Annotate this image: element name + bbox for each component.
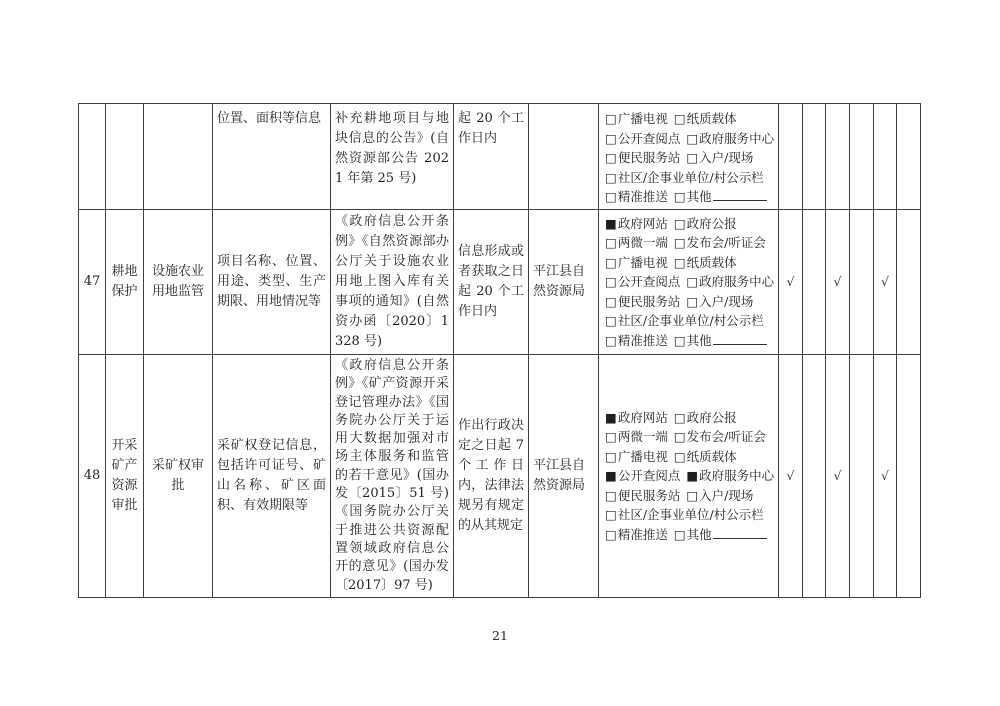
channel-option-label: 其他: [686, 332, 712, 348]
channel-option: [605, 410, 668, 425]
cell-time-limit: 信息形成或者获取之日起 20 个工作日内: [454, 210, 529, 355]
channel-option: [686, 488, 753, 503]
cell-item: 设施农业用地监管: [144, 210, 213, 355]
page-number: 21: [492, 628, 508, 643]
channel-line: [605, 427, 775, 447]
cell-check-1: [779, 104, 803, 210]
disclosure-table: [78, 103, 921, 598]
channel-option-label: 政府网站: [617, 409, 668, 425]
cell-channels: [599, 355, 779, 598]
blank-line: [713, 188, 767, 201]
channel-line: [605, 168, 775, 188]
checkbox-unchecked-icon: □: [605, 313, 617, 329]
cell-check-5: √: [874, 210, 897, 355]
cell-responsible-organ: [529, 104, 599, 210]
channel-option-label: 两微一端: [617, 429, 668, 445]
table-row-47: [79, 210, 921, 355]
channel-line: [605, 253, 775, 273]
channel-option: [674, 189, 767, 204]
channel-option-label: 公开查阅点: [617, 130, 681, 146]
channel-line: [605, 187, 775, 207]
checkbox-unchecked-icon: □: [673, 235, 686, 251]
channel-line: [605, 233, 775, 253]
channel-option: [605, 429, 668, 444]
channel-option: [605, 333, 668, 348]
checkbox-unchecked-icon: □: [605, 254, 617, 270]
cell-responsible-organ: 平江县自然资源局: [529, 210, 599, 355]
channel-option: [686, 274, 774, 289]
cell-content: 项目名称、位置、用途、类型、生产期限、用地情况等: [213, 210, 331, 355]
channel-option-label: 精准推送: [617, 526, 668, 542]
channel-option: [674, 333, 767, 348]
cell-category: [106, 104, 144, 210]
cell-time-limit: 作出行政决定之日起 7 个工作日内，法律法规另有规定的从其规定: [454, 355, 529, 598]
checkbox-unchecked-icon: □: [605, 189, 617, 204]
channel-option-label: 社区/企事业单位/村公示栏: [617, 507, 764, 523]
cell-check-6: [897, 210, 921, 355]
channel-option-label: 入户/现场: [699, 487, 754, 503]
blank-line: [713, 332, 767, 345]
channel-option: [605, 294, 680, 309]
checkbox-unchecked-icon: □: [605, 111, 617, 126]
channel-option: [674, 255, 737, 270]
channel-option: [686, 294, 753, 309]
cell-legal-basis: 《政府信息公开条例》《矿产资源开采登记管理办法》《国务院办公厅关于运用大数据加强对市场主体服务和监管的若干意见》(国办发〔2015〕51 号)《国务院办公厅关于推进公共资源配置领域政府信息公开的意见》(国办发〔2017〕97 号): [331, 355, 454, 598]
channel-option-label: 社区/企事业单位/村公示栏: [617, 169, 764, 185]
checkbox-unchecked-icon: □: [605, 169, 617, 185]
channel-option: [605, 170, 764, 185]
cell-category: 耕地保护: [106, 210, 144, 355]
channel-option-label: 政府服务中心: [699, 274, 775, 290]
channel-option-label: 两微一端: [617, 235, 668, 251]
channel-option: [605, 488, 680, 503]
channel-option: [686, 150, 753, 165]
cell-check-4: [850, 210, 874, 355]
channel-option-label: 纸质载体: [686, 254, 737, 270]
channel-line: [605, 447, 775, 467]
checkbox-unchecked-icon: □: [673, 215, 686, 231]
cell-responsible-organ: 平江县自然资源局: [529, 355, 599, 598]
channel-option: [605, 216, 668, 231]
channel-option: [605, 111, 668, 126]
channel-option-label: 入户/现场: [699, 293, 754, 309]
checkbox-unchecked-icon: □: [605, 526, 617, 542]
cell-content: 采矿权登记信息，包括许可证号、矿山名称、矿区面积、有效期限等: [213, 355, 331, 598]
checkbox-checked-icon: ■: [605, 409, 617, 425]
channel-option-label: 发布会/听证会: [686, 235, 766, 251]
cell-check-3: √: [826, 355, 850, 598]
channel-option: [674, 410, 737, 425]
checkbox-unchecked-icon: □: [605, 448, 617, 464]
channel-option-label: 广播电视: [617, 448, 668, 464]
channel-line: [605, 486, 775, 506]
cell-check-4: [850, 104, 874, 210]
checkbox-unchecked-icon: □: [605, 332, 617, 348]
channel-option-label: 便民服务站: [617, 150, 681, 165]
checkbox-unchecked-icon: □: [605, 293, 617, 309]
channel-option: [605, 189, 668, 204]
channel-line: [605, 292, 775, 312]
cell-check-1: √: [779, 355, 803, 598]
checkbox-unchecked-icon: □: [673, 111, 686, 126]
channel-option-label: 纸质载体: [686, 448, 737, 464]
cell-check-5: [874, 104, 897, 210]
cell-check-4: [850, 355, 874, 598]
channel-line: [605, 148, 775, 168]
channel-option-label: 入户/现场: [699, 150, 754, 165]
cell-time-limit: 起 20 个工作日内: [454, 104, 529, 210]
checkbox-unchecked-icon: □: [673, 526, 686, 542]
channel-option: [605, 527, 668, 542]
channel-line: [605, 214, 775, 234]
channel-option-label: 便民服务站: [617, 487, 681, 503]
channel-option: [674, 111, 737, 126]
channel-option: [605, 150, 680, 165]
channel-option-label: 社区/企事业单位/村公示栏: [617, 313, 764, 329]
checkbox-unchecked-icon: □: [605, 130, 617, 146]
cell-channels: [599, 210, 779, 355]
channel-option: [674, 216, 737, 231]
checkbox-unchecked-icon: □: [673, 254, 686, 270]
channel-option-label: 精准推送: [617, 332, 668, 348]
channel-option: [605, 468, 680, 483]
channel-option: [605, 313, 764, 328]
cell-item: 采矿权审批: [144, 355, 213, 598]
channel-option: [605, 274, 680, 289]
cell-legal-basis: 补充耕地项目与地块信息的公告》(自然资源部公告 2021 年第 25 号): [331, 104, 454, 210]
channel-option-label: 广播电视: [617, 111, 668, 126]
cell-check-1: √: [779, 210, 803, 355]
channel-line: [605, 331, 775, 351]
checkbox-checked-icon: ■: [686, 468, 699, 484]
channel-option: [605, 507, 764, 522]
cell-check-6: [897, 104, 921, 210]
checkbox-unchecked-icon: □: [686, 150, 699, 165]
cell-check-2: [803, 210, 826, 355]
channel-option: [605, 235, 668, 250]
cell-check-6: [897, 355, 921, 598]
channel-option-label: 政府服务中心: [699, 130, 775, 146]
checkbox-unchecked-icon: □: [686, 293, 699, 309]
channel-option-label: 政府网站: [617, 215, 668, 231]
channel-option-label: 其他: [686, 526, 712, 542]
checkbox-unchecked-icon: □: [673, 189, 686, 204]
channel-option: [674, 429, 766, 444]
channel-option-label: 纸质载体: [686, 111, 737, 126]
channel-option-label: 政府公报: [686, 409, 737, 425]
cell-seq: 48: [79, 355, 106, 598]
checkbox-unchecked-icon: □: [605, 150, 617, 165]
cell-seq: 47: [79, 210, 106, 355]
checkbox-unchecked-icon: □: [673, 409, 686, 425]
cell-check-2: [803, 355, 826, 598]
checkbox-unchecked-icon: □: [605, 274, 617, 290]
checkbox-unchecked-icon: □: [605, 507, 617, 523]
channel-line: [605, 505, 775, 525]
cell-check-5: √: [874, 355, 897, 598]
checkbox-unchecked-icon: □: [605, 235, 617, 251]
checkbox-unchecked-icon: □: [673, 332, 686, 348]
table-row-48: [79, 355, 921, 598]
channel-option-label: 精准推送: [617, 189, 668, 204]
channel-line: [605, 525, 775, 545]
cell-legal-basis: 《政府信息公开条例》《自然资源部办公厅关于设施农业用地上图入库有关事项的通知》(自然资办函〔2020〕1328 号): [331, 210, 454, 355]
checkbox-unchecked-icon: □: [673, 448, 686, 464]
channel-line: [605, 311, 775, 331]
channel-option: [605, 255, 668, 270]
checkbox-unchecked-icon: □: [686, 487, 699, 503]
cell-item: [144, 104, 213, 210]
cell-content: 位置、面积等信息: [213, 104, 331, 210]
channel-option: [686, 468, 774, 483]
cell-check-3: √: [826, 210, 850, 355]
channel-option-label: 政府公报: [686, 215, 737, 231]
cell-check-2: [803, 104, 826, 210]
checkbox-unchecked-icon: □: [605, 487, 617, 503]
table-row-continuation: [79, 104, 921, 210]
channel-option-label: 发布会/听证会: [686, 429, 766, 445]
channel-option: [674, 235, 766, 250]
channel-option: [605, 449, 668, 464]
channel-line: [605, 272, 775, 292]
checkbox-unchecked-icon: □: [605, 429, 617, 445]
channel-option-label: 公开查阅点: [617, 274, 681, 290]
checkbox-checked-icon: ■: [605, 468, 617, 484]
cell-check-3: [826, 104, 850, 210]
channel-line: [605, 466, 775, 486]
cell-channels: [599, 104, 779, 210]
channel-line: [605, 408, 775, 428]
channel-option: [686, 131, 774, 146]
checkbox-unchecked-icon: □: [686, 274, 699, 290]
channel-option: [674, 527, 767, 542]
channel-option-label: 政府服务中心: [699, 468, 775, 484]
channel-option-label: 公开查阅点: [617, 468, 681, 484]
channel-option: [674, 449, 737, 464]
checkbox-unchecked-icon: □: [686, 130, 699, 146]
cell-seq: [79, 104, 106, 210]
cell-category: 开采矿产资源审批: [106, 355, 144, 598]
channel-line: [605, 109, 775, 129]
channel-option-label: 其他: [686, 189, 712, 204]
channel-option-label: 便民服务站: [617, 293, 681, 309]
channel-option: [605, 131, 680, 146]
checkbox-unchecked-icon: □: [673, 429, 686, 445]
channel-option-label: 广播电视: [617, 254, 668, 270]
checkbox-checked-icon: ■: [605, 215, 617, 231]
blank-line: [713, 526, 767, 539]
channel-line: [605, 129, 775, 149]
